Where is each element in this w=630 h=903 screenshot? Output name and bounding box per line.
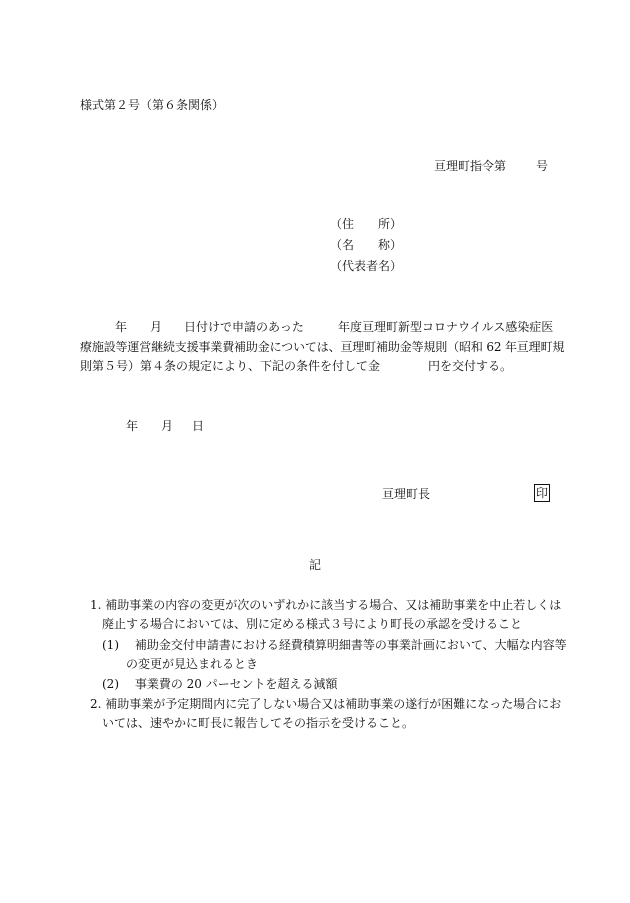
ki-heading: 記 [309, 558, 322, 572]
body-line1-end: 年度亘理町新型コロナウイルス感染症医 [338, 320, 554, 334]
issuer-title: 亘理町長 [382, 487, 431, 501]
condition-1-line1: 1. 補助事業の内容の変更が次のいずれかに該当する場合、又は補助事業を中止若しくは [90, 598, 562, 612]
condition-1-line2: 廃止する場合においては、別に定める様式３号により町長の承認を受けること [102, 617, 523, 631]
condition-2-line1: 2. 補助事業が予定期間内に完了しない場合又は補助事業の遂行が困難になった場合にお [90, 697, 562, 711]
body-year: 年 [115, 320, 128, 334]
seal-mark [534, 484, 550, 502]
body-line3-start: 則第５号）第４条の規定により、下記の条件を付して金 [80, 359, 381, 373]
form-title: 様式第２号（第６条関係） [80, 98, 225, 112]
condition-2-line2: いては、速やかに町長に報告してその指示を受けること。 [102, 716, 415, 730]
condition-1-sub1-line1: (1) 補助金交付申請書における経費積算明細書等の事業計画において、大幅な内容等 [102, 638, 567, 652]
condition-1-sub2-line1: (2) 事業費の 20 パーセントを超える減額 [102, 677, 338, 691]
reference-number-suffix: 号 [536, 159, 549, 173]
issue-date-year: 年 [126, 419, 139, 433]
representative-label: （代表者名） [330, 259, 403, 273]
body-line2: 療施設等運営継続支援事業費補助金については、亘理町補助金等規則（昭和 62 年亘理町規 [80, 340, 565, 354]
name-label: （名 称） [330, 238, 403, 252]
condition-1-sub1-line2: の変更が見込まれるとき [126, 657, 259, 671]
body-line3-end: 円を交付する。 [428, 359, 513, 373]
seal-text: 印 [536, 486, 549, 500]
body-month: 月 [150, 320, 163, 334]
issue-date-month: 月 [161, 419, 174, 433]
body-day-text: 日付けで申請のあった [184, 320, 304, 334]
address-label: （住 所） [330, 217, 403, 231]
reference-number-prefix: 亘理町指令第 [434, 159, 507, 173]
issue-date-day: 日 [192, 419, 205, 433]
